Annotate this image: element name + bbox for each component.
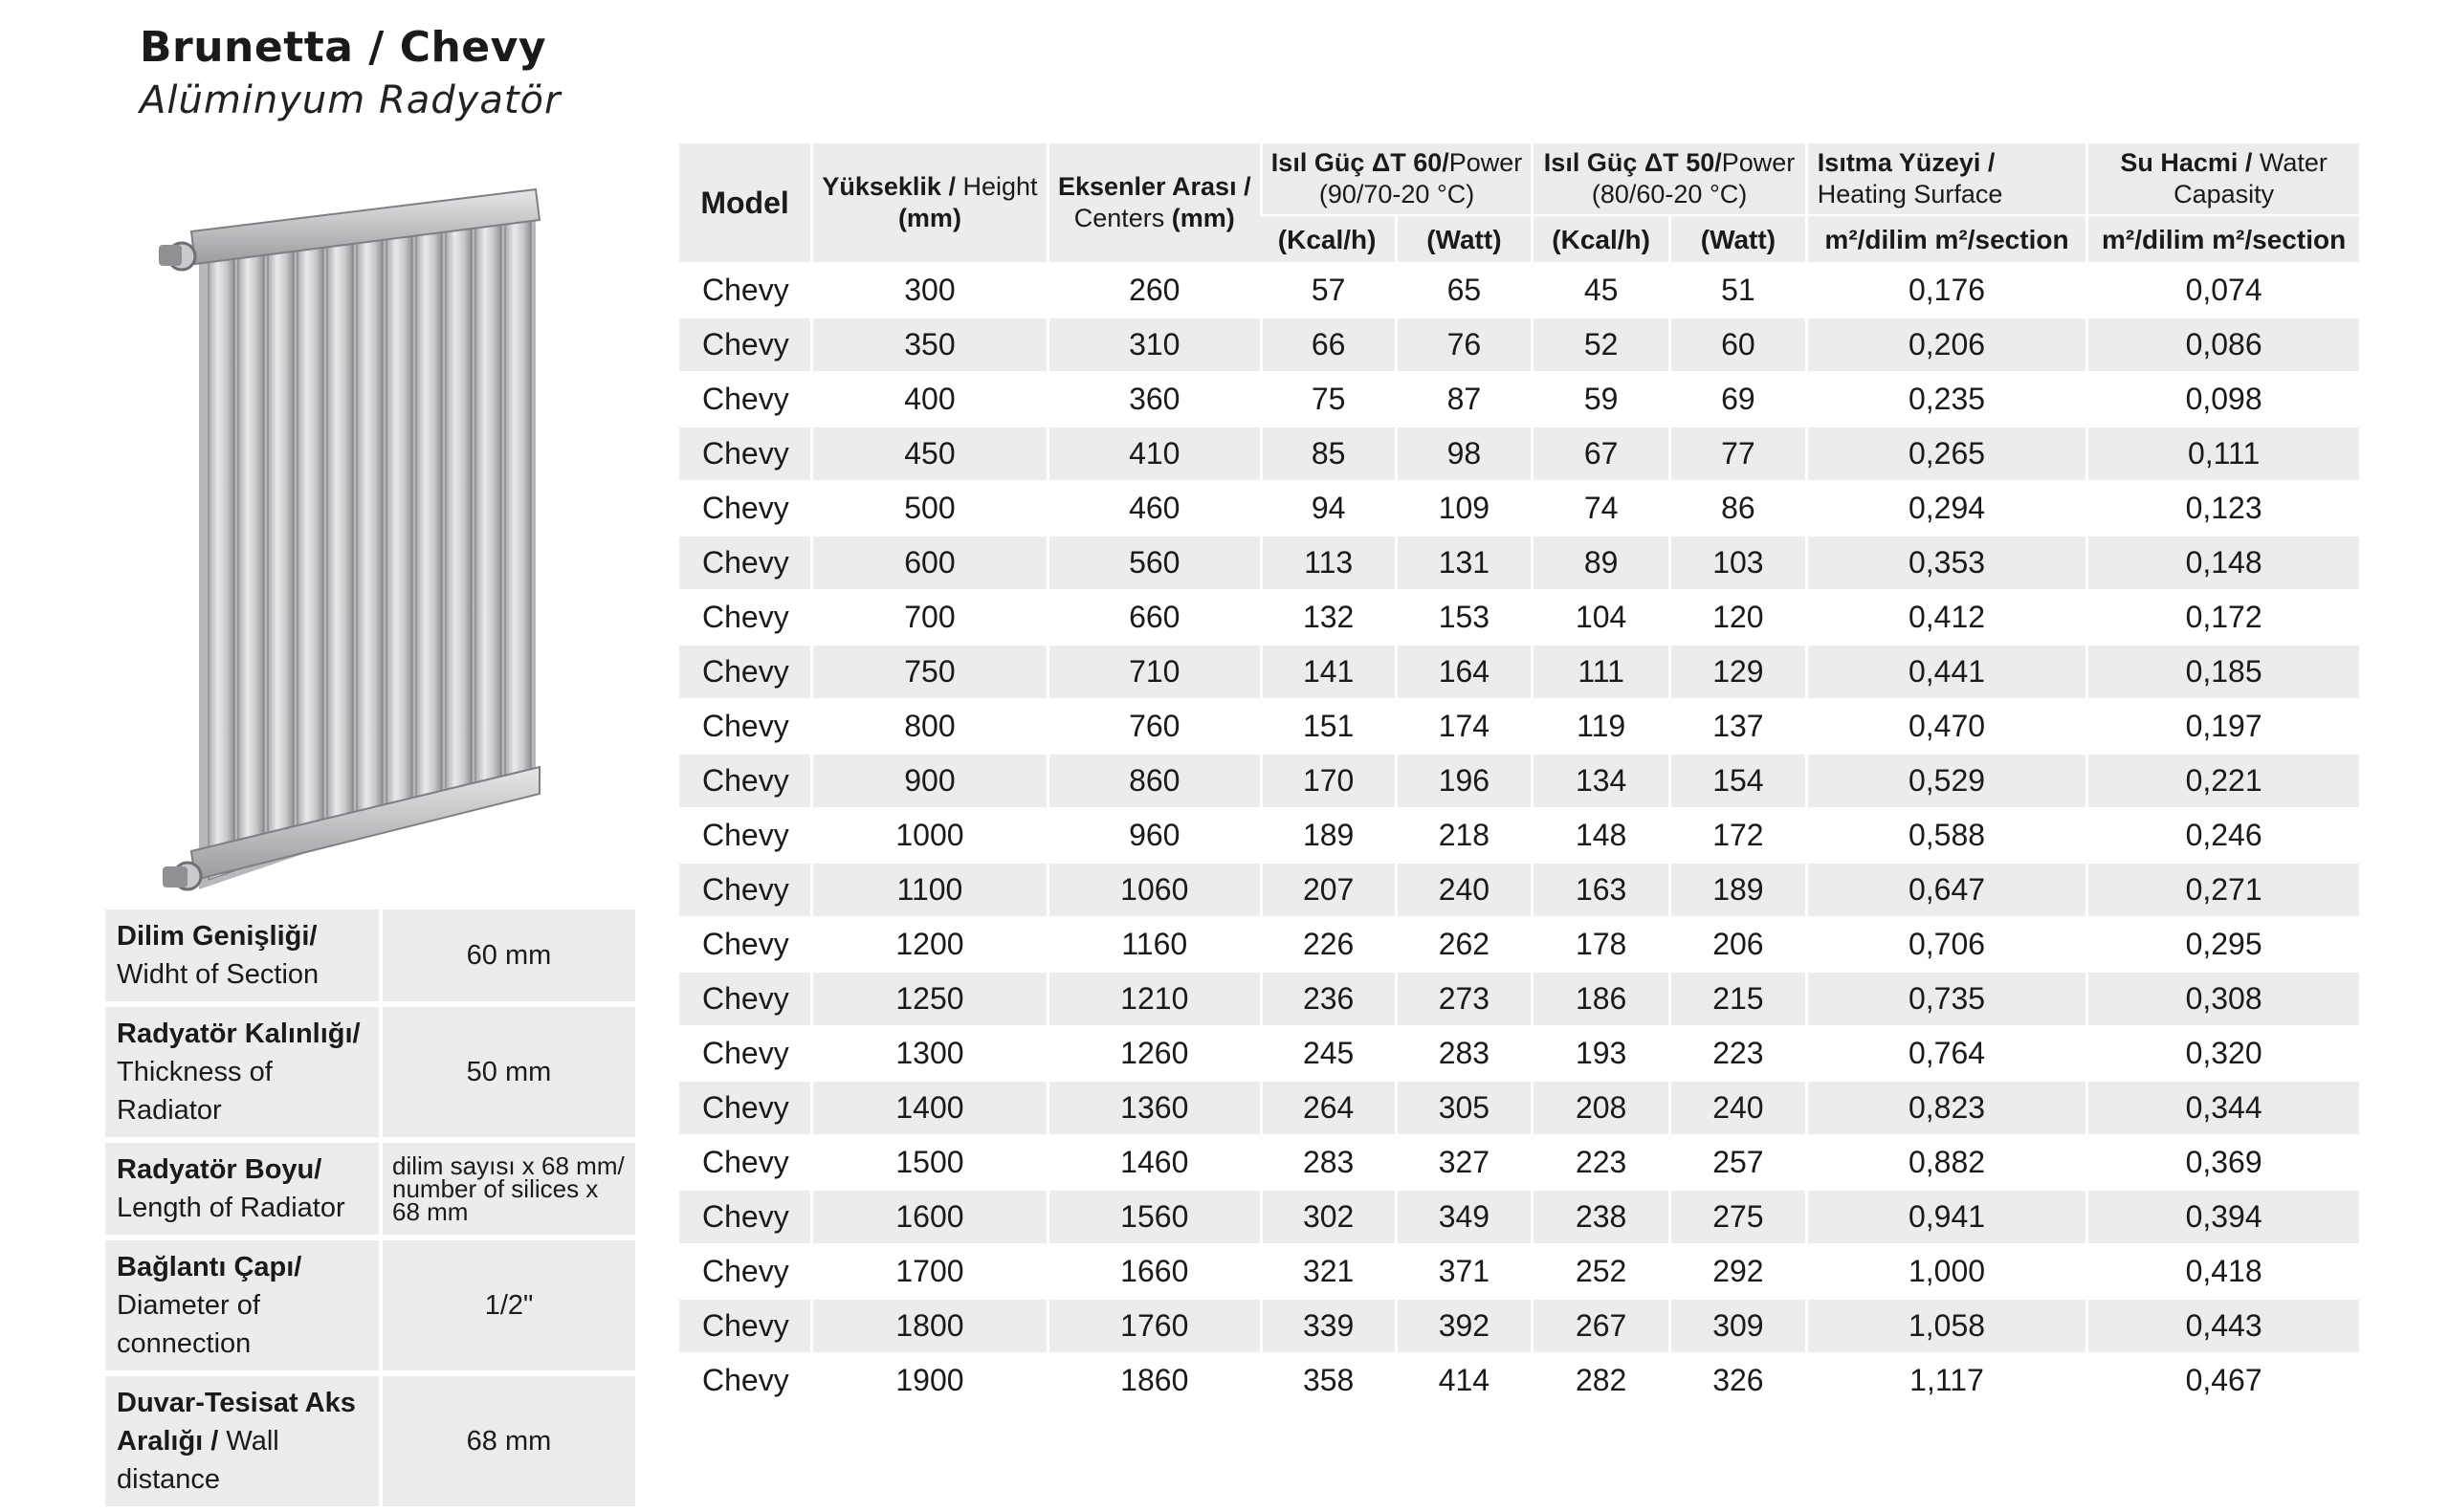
table-row: [679, 973, 2359, 1025]
table-cell: 1000: [810, 809, 1047, 862]
table-cell: 86: [1668, 482, 1805, 535]
spec-row: [105, 1143, 635, 1235]
table-cell: 236: [1260, 973, 1395, 1025]
table-cell: 410: [1047, 427, 1260, 480]
table-cell: 0,823: [1805, 1082, 2085, 1134]
header-power-50: Isıl Güç ΔT 50/Power (80/60-20 °C): [1531, 143, 1805, 214]
table-cell: Chevy: [702, 1145, 789, 1179]
table-row: [679, 537, 2359, 589]
table-row: [679, 1082, 2359, 1134]
radiator-fin: [357, 217, 383, 829]
table-cell: 154: [1668, 755, 1805, 807]
table-cell: 87: [1395, 373, 1532, 426]
table-cell: 85: [1260, 427, 1395, 480]
table-cell: 103: [1668, 537, 1805, 589]
radiator-fin: [446, 203, 472, 799]
table-cell: 1,000: [1805, 1245, 2085, 1298]
table-cell: 186: [1531, 973, 1668, 1025]
table-cell: 326: [1668, 1354, 1805, 1407]
table-cell: 660: [1047, 591, 1260, 644]
table-cell: 0,197: [2085, 700, 2359, 753]
table-cell: 51: [1668, 264, 1805, 317]
table-cell: Chevy: [702, 1363, 789, 1397]
spec-row: [105, 1376, 635, 1506]
table-row: [679, 1027, 2359, 1080]
table-cell: 148: [1531, 809, 1668, 862]
table-cell: 0,246: [2085, 809, 2359, 862]
table-cell: 710: [1047, 646, 1260, 698]
table-cell: 131: [1395, 537, 1532, 589]
table-cell: 0,470: [1805, 700, 2085, 753]
table-cell: 0,320: [2085, 1027, 2359, 1080]
table-cell: 460: [1047, 482, 1260, 535]
table-cell: 75: [1260, 373, 1395, 426]
header-watt: (Watt): [1668, 216, 1805, 262]
table-cell: Chevy: [679, 1300, 810, 1352]
table-cell: 0,172: [2085, 591, 2359, 644]
table-cell: Chevy: [679, 1082, 810, 1134]
header-area-unit: m²/dilim m²/section: [2085, 216, 2359, 262]
header-centers: Eksenler Arası / Centers (mm): [1047, 143, 1260, 262]
table-cell: Chevy: [702, 600, 789, 634]
table-cell: Chevy: [702, 818, 789, 852]
table-cell: 76: [1395, 318, 1532, 371]
header-area-unit: m²/dilim m²/section: [1805, 216, 2085, 262]
table-cell: 240: [1668, 1082, 1805, 1134]
table-cell: 174: [1395, 700, 1532, 753]
radiator-illustration: [153, 182, 555, 909]
table-cell: 1400: [810, 1082, 1047, 1134]
radiator-fin: [475, 198, 501, 789]
table-cell: 0,735: [1805, 973, 2085, 1025]
table-cell: 189: [1668, 864, 1805, 916]
table-cell: 1300: [810, 1027, 1047, 1080]
table-cell: 305: [1395, 1082, 1532, 1134]
table-cell: 900: [810, 755, 1047, 807]
table-cell: 1,117: [1805, 1354, 2085, 1407]
table-cell: 0,295: [2085, 918, 2359, 971]
table-cell: 310: [1047, 318, 1260, 371]
table-cell: 52: [1531, 318, 1668, 371]
table-cell: Chevy: [679, 755, 810, 807]
table-cell: 350: [810, 318, 1047, 371]
table-cell: 0,941: [1805, 1191, 2085, 1243]
spec-table: [105, 904, 635, 1512]
spec-value: 68 mm: [379, 1376, 635, 1506]
table-cell: 760: [1047, 700, 1260, 753]
table-cell: 300: [810, 264, 1047, 317]
table-cell: 750: [810, 646, 1047, 698]
table-cell: 1760: [1047, 1300, 1260, 1352]
radiator-fin: [327, 223, 353, 840]
table-cell: 0,176: [1805, 264, 2085, 317]
table-cell: 164: [1395, 646, 1532, 698]
table-cell: 0,074: [2085, 264, 2359, 317]
table-cell: 0,086: [2085, 318, 2359, 371]
table-cell: 0,764: [1805, 1027, 2085, 1080]
radiator-fin: [268, 232, 294, 860]
table-row: [679, 864, 2359, 916]
table-cell: 600: [810, 537, 1047, 589]
table-cell: 1460: [1047, 1136, 1260, 1189]
table-cell: Chevy: [679, 1191, 810, 1243]
table-row: [679, 700, 2359, 753]
table-cell: 0,588: [1805, 809, 2085, 862]
spec-label: Radyatör Kalınlığı/ Thickness of Radiator: [105, 1007, 379, 1137]
table-cell: 1360: [1047, 1082, 1260, 1134]
header-water-capacity: Su Hacmi / Water Capasity: [2085, 143, 2359, 214]
spec-label: Duvar-Tesisat Aks Aralığı / Wall distance: [105, 1376, 379, 1506]
radiator-fin: [298, 228, 323, 849]
table-cell: 860: [1047, 755, 1260, 807]
spec-row: [105, 1240, 635, 1370]
table-cell: 321: [1260, 1245, 1395, 1298]
table-cell: 257: [1668, 1136, 1805, 1189]
table-cell: 137: [1668, 700, 1805, 753]
table-cell: 178: [1531, 918, 1668, 971]
spec-label: Dilim Genişliği/ Widht of Section: [105, 909, 379, 1001]
table-cell: 400: [810, 373, 1047, 426]
table-cell: 111: [1531, 646, 1668, 698]
table-row: [679, 1300, 2359, 1352]
table-cell: 1500: [810, 1136, 1047, 1189]
table-cell: 129: [1668, 646, 1805, 698]
radiator-fin: [238, 237, 264, 869]
table-cell: 0,647: [1805, 864, 2085, 916]
table-cell: 1250: [810, 973, 1047, 1025]
table-cell: 1260: [1047, 1027, 1260, 1080]
table-cell: 0,394: [2085, 1191, 2359, 1243]
spec-label: Bağlantı Çapı/ Diameter of connection: [105, 1240, 379, 1370]
table-cell: 275: [1668, 1191, 1805, 1243]
table-cell: 218: [1395, 809, 1532, 862]
table-cell: 0,529: [1805, 755, 2085, 807]
table-cell: Chevy: [702, 709, 789, 743]
table-cell: 113: [1260, 537, 1395, 589]
table-cell: 1700: [810, 1245, 1047, 1298]
spec-label: Radyatör Boyu/ Length of Radiator: [105, 1143, 379, 1235]
radiator-fin: [386, 212, 412, 819]
table-cell: 960: [1047, 809, 1260, 862]
table-cell: 0,412: [1805, 591, 2085, 644]
table-cell: 360: [1047, 373, 1260, 426]
table-cell: 1200: [810, 918, 1047, 971]
table-cell: Chevy: [702, 382, 789, 416]
table-cell: Chevy: [679, 864, 810, 916]
table-cell: 0,235: [1805, 373, 2085, 426]
table-cell: 267: [1531, 1300, 1668, 1352]
table-cell: 172: [1668, 809, 1805, 862]
table-cell: 0,098: [2085, 373, 2359, 426]
table-cell: 302: [1260, 1191, 1395, 1243]
table-cell: 66: [1260, 318, 1395, 371]
table-row: [679, 918, 2359, 971]
table-cell: 371: [1395, 1245, 1532, 1298]
table-cell: 223: [1668, 1027, 1805, 1080]
table-cell: 189: [1260, 809, 1395, 862]
table-cell: 120: [1668, 591, 1805, 644]
table-cell: 226: [1260, 918, 1395, 971]
table-cell: 1100: [810, 864, 1047, 916]
table-cell: 0,185: [2085, 646, 2359, 698]
table-cell: 163: [1531, 864, 1668, 916]
header-model: Model: [679, 143, 810, 262]
table-row: [679, 1191, 2359, 1243]
table-cell: 282: [1531, 1354, 1668, 1407]
table-cell: 151: [1260, 700, 1395, 753]
table-cell: 358: [1260, 1354, 1395, 1407]
table-cell: 1160: [1047, 918, 1260, 971]
table-cell: 60: [1668, 318, 1805, 371]
table-cell: 77: [1668, 427, 1805, 480]
table-cell: 238: [1531, 1191, 1668, 1243]
table-cell: 215: [1668, 973, 1805, 1025]
table-row: [679, 373, 2359, 426]
table-cell: 260: [1047, 264, 1260, 317]
spec-value: 1/2": [379, 1240, 635, 1370]
table-cell: 0,441: [1805, 646, 2085, 698]
table-cell: 273: [1395, 973, 1532, 1025]
table-cell: 0,882: [1805, 1136, 2085, 1189]
table-cell: 700: [810, 591, 1047, 644]
table-cell: 94: [1260, 482, 1395, 535]
table-cell: 1560: [1047, 1191, 1260, 1243]
table-row: [679, 482, 2359, 535]
table-cell: 264: [1260, 1082, 1395, 1134]
table-cell: 0,467: [2085, 1354, 2359, 1407]
table-cell: 0,265: [1805, 427, 2085, 480]
table-cell: Chevy: [679, 646, 810, 698]
table-row: [679, 1136, 2359, 1189]
header-power-60: Isıl Güç ΔT 60/Power (90/70-20 °C): [1260, 143, 1532, 214]
table-cell: 0,206: [1805, 318, 2085, 371]
table-cell: 1660: [1047, 1245, 1260, 1298]
table-cell: 349: [1395, 1191, 1532, 1243]
spec-row: [105, 909, 635, 1001]
table-cell: 1,058: [1805, 1300, 2085, 1352]
table-cell: 283: [1395, 1027, 1532, 1080]
header-heating-surface: Isıtma Yüzeyi / Heating Surface: [1805, 143, 2085, 214]
table-cell: 252: [1531, 1245, 1668, 1298]
header-kcal: (Kcal/h): [1531, 216, 1668, 262]
table-cell: 170: [1260, 755, 1395, 807]
table-cell: 206: [1668, 918, 1805, 971]
spec-value: dilim sayısı x 68 mm/ number of silices x 68 mm: [379, 1143, 635, 1235]
table-row: [679, 755, 2359, 807]
table-cell: Chevy: [702, 927, 789, 961]
table-cell: 1210: [1047, 973, 1260, 1025]
table-cell: Chevy: [702, 491, 789, 525]
table-cell: 223: [1531, 1136, 1668, 1189]
radiator-fin: [505, 192, 531, 778]
table-cell: 1860: [1047, 1354, 1260, 1407]
table-cell: 0,308: [2085, 973, 2359, 1025]
table-cell: 0,369: [2085, 1136, 2359, 1189]
table-cell: 207: [1260, 864, 1395, 916]
table-cell: 104: [1531, 591, 1668, 644]
table-cell: 193: [1531, 1027, 1668, 1080]
table-cell: Chevy: [679, 427, 810, 480]
table-cell: 245: [1260, 1027, 1395, 1080]
table-cell: 309: [1668, 1300, 1805, 1352]
table-cell: 1060: [1047, 864, 1260, 916]
table-cell: 1600: [810, 1191, 1047, 1243]
table-cell: 134: [1531, 755, 1668, 807]
table-cell: Chevy: [702, 1036, 789, 1070]
table-cell: 283: [1260, 1136, 1395, 1189]
table-cell: 1800: [810, 1300, 1047, 1352]
table-cell: Chevy: [679, 318, 810, 371]
table-cell: 0,221: [2085, 755, 2359, 807]
table-cell: 262: [1395, 918, 1532, 971]
table-cell: 0,443: [2085, 1300, 2359, 1352]
table-cell: 208: [1531, 1082, 1668, 1134]
table-cell: 57: [1260, 264, 1395, 317]
table-cell: 0,418: [2085, 1245, 2359, 1298]
table-cell: 0,271: [2085, 864, 2359, 916]
table-cell: 240: [1395, 864, 1532, 916]
table-cell: 414: [1395, 1354, 1532, 1407]
table-row: [679, 318, 2359, 371]
header-watt: (Watt): [1395, 216, 1532, 262]
table-cell: 59: [1531, 373, 1668, 426]
table-cell: 450: [810, 427, 1047, 480]
page-subtitle: Alüminyum Radyatör: [140, 78, 562, 122]
table-cell: 800: [810, 700, 1047, 753]
table-cell: 0,111: [2085, 427, 2359, 480]
table-cell: Chevy: [702, 273, 789, 307]
table-cell: 119: [1531, 700, 1668, 753]
header-kcal: (Kcal/h): [1260, 216, 1395, 262]
table-cell: Chevy: [679, 537, 810, 589]
spec-value: 60 mm: [379, 909, 635, 1001]
performance-table: [679, 142, 2359, 1409]
table-cell: 67: [1531, 427, 1668, 480]
table-cell: 500: [810, 482, 1047, 535]
table-cell: 89: [1531, 537, 1668, 589]
table-cell: Chevy: [679, 973, 810, 1025]
table-cell: 65: [1395, 264, 1532, 317]
table-cell: 98: [1395, 427, 1532, 480]
table-row: [679, 591, 2359, 644]
table-row: [679, 809, 2359, 862]
table-cell: 292: [1668, 1245, 1805, 1298]
table-cell: 0,344: [2085, 1082, 2359, 1134]
table-cell: 0,706: [1805, 918, 2085, 971]
table-cell: 109: [1395, 482, 1532, 535]
table-cell: 141: [1260, 646, 1395, 698]
table-cell: 392: [1395, 1300, 1532, 1352]
spec-value: 50 mm: [379, 1007, 635, 1137]
table-cell: 132: [1260, 591, 1395, 644]
table-cell: 339: [1260, 1300, 1395, 1352]
radiator-fin: [416, 208, 442, 809]
table-cell: 560: [1047, 537, 1260, 589]
table-cell: Chevy: [702, 1254, 789, 1288]
table-cell: 1900: [810, 1354, 1047, 1407]
table-row: [679, 1245, 2359, 1298]
radiator-fin: [209, 242, 234, 880]
table-row: [679, 1354, 2359, 1407]
table-row: [679, 427, 2359, 480]
table-cell: 0,148: [2085, 537, 2359, 589]
table-cell: 0,294: [1805, 482, 2085, 535]
table-cell: 327: [1395, 1136, 1532, 1189]
spec-row: [105, 1007, 635, 1137]
table-row: [679, 264, 2359, 317]
table-header-row: [679, 143, 2359, 214]
table-cell: 69: [1668, 373, 1805, 426]
table-cell: 45: [1531, 264, 1668, 317]
table-cell: 153: [1395, 591, 1532, 644]
table-cell: 74: [1531, 482, 1668, 535]
table-cell: 196: [1395, 755, 1532, 807]
table-cell: 0,353: [1805, 537, 2085, 589]
table-cell: 0,123: [2085, 482, 2359, 535]
header-height: Yükseklik / Height (mm): [810, 143, 1047, 262]
page-title: Brunetta / Chevy: [140, 23, 547, 72]
table-row: [679, 646, 2359, 698]
